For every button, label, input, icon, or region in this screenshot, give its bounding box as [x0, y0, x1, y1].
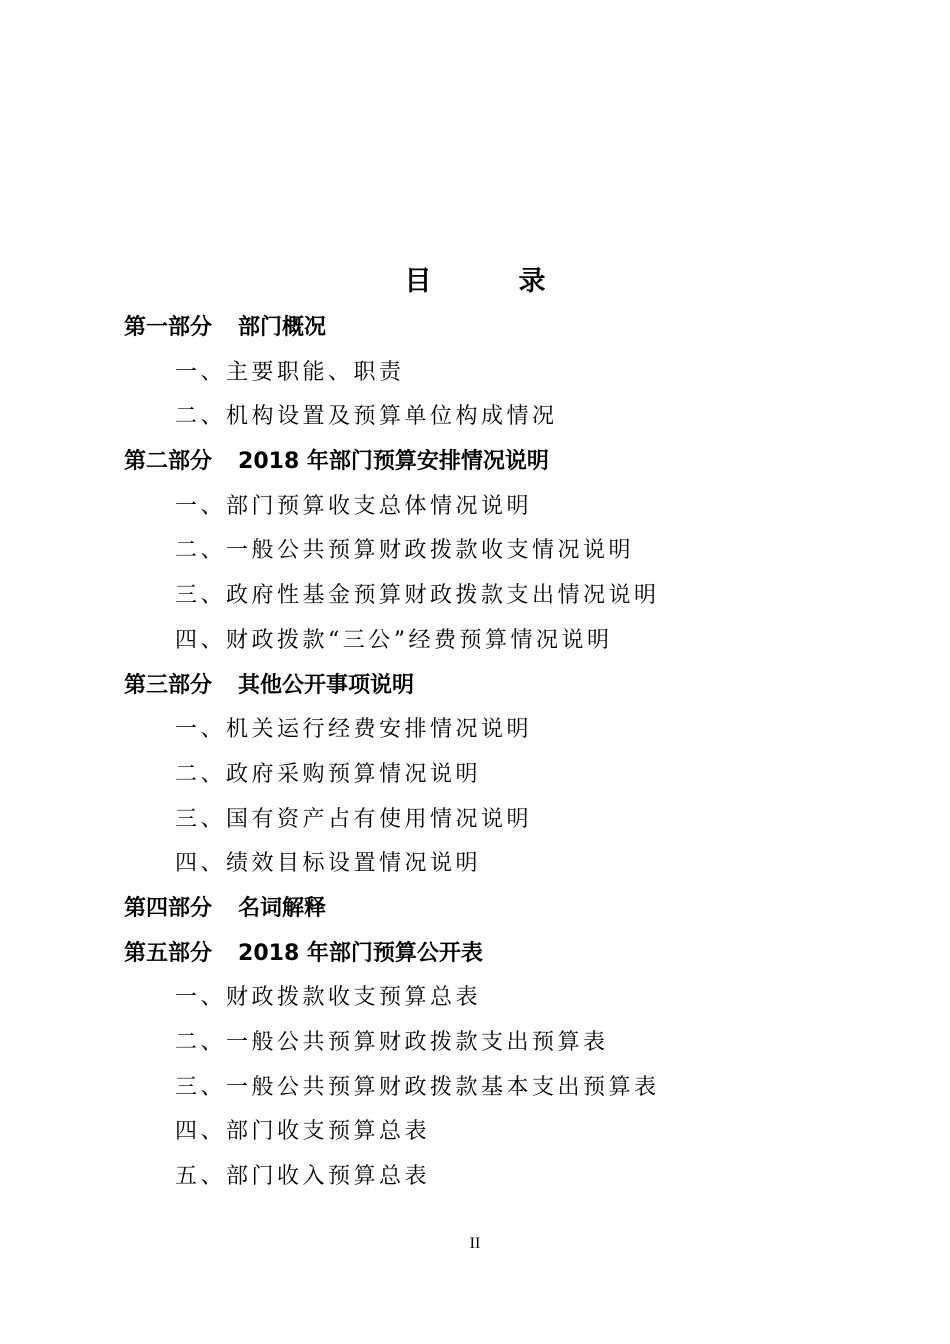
- part-label: 第五部分: [124, 940, 213, 966]
- part-label: 第四部分: [124, 895, 213, 921]
- part-title: 2018 年部门预算公开表: [238, 940, 483, 966]
- table-of-contents: [124, 306, 884, 1200]
- page-number: II: [469, 1235, 481, 1252]
- toc-item[interactable]: 一、财政拨款收支预算总表: [175, 985, 482, 1011]
- toc-item[interactable]: 二、一般公共预算财政拨款支出预算表: [175, 1030, 609, 1055]
- part-label: 第二部分: [124, 449, 213, 475]
- toc-part-1[interactable]: [124, 306, 884, 351]
- toc-part-5[interactable]: [124, 932, 884, 977]
- part-title: 其他公开事项说明: [238, 672, 415, 698]
- toc-item[interactable]: 三、国有资产占有使用情况说明: [175, 806, 533, 832]
- toc-item[interactable]: 一、机关运行经费安排情况说明: [175, 717, 533, 743]
- part-label: 第一部分: [124, 315, 213, 340]
- toc-item[interactable]: 三、一般公共预算财政拨款基本支出预算表: [175, 1074, 660, 1100]
- toc-item[interactable]: 二、一般公共预算财政拨款收支情况说明: [175, 538, 635, 564]
- toc-item[interactable]: 一、部门预算收支总体情况说明: [175, 493, 533, 519]
- page-title: 目 录: [404, 266, 576, 297]
- part-title: 部门概况: [238, 315, 327, 340]
- toc-part-2[interactable]: [124, 440, 884, 485]
- toc-item[interactable]: 四、绩效目标设置情况说明: [175, 851, 482, 877]
- toc-item[interactable]: 一、主要职能、职责: [175, 359, 405, 385]
- toc-part-4[interactable]: [124, 887, 884, 932]
- toc-item[interactable]: 四、部门收支预算总表: [175, 1119, 431, 1145]
- toc-item[interactable]: 五、部门收入预算总表: [175, 1164, 431, 1190]
- toc-item[interactable]: 二、机构设置及预算单位构成情况: [175, 404, 558, 430]
- part-title: 名词解释: [238, 895, 327, 921]
- toc-part-3[interactable]: [124, 664, 884, 709]
- part-title: 2018 年部门预算安排情况说明: [238, 449, 549, 475]
- part-label: 第三部分: [124, 672, 213, 698]
- toc-item[interactable]: 三、政府性基金预算财政拨款支出情况说明: [175, 583, 660, 609]
- toc-item[interactable]: 二、政府采购预算情况说明: [175, 761, 482, 787]
- toc-item[interactable]: 四、财政拨款“三公”经费预算情况说明: [175, 627, 613, 653]
